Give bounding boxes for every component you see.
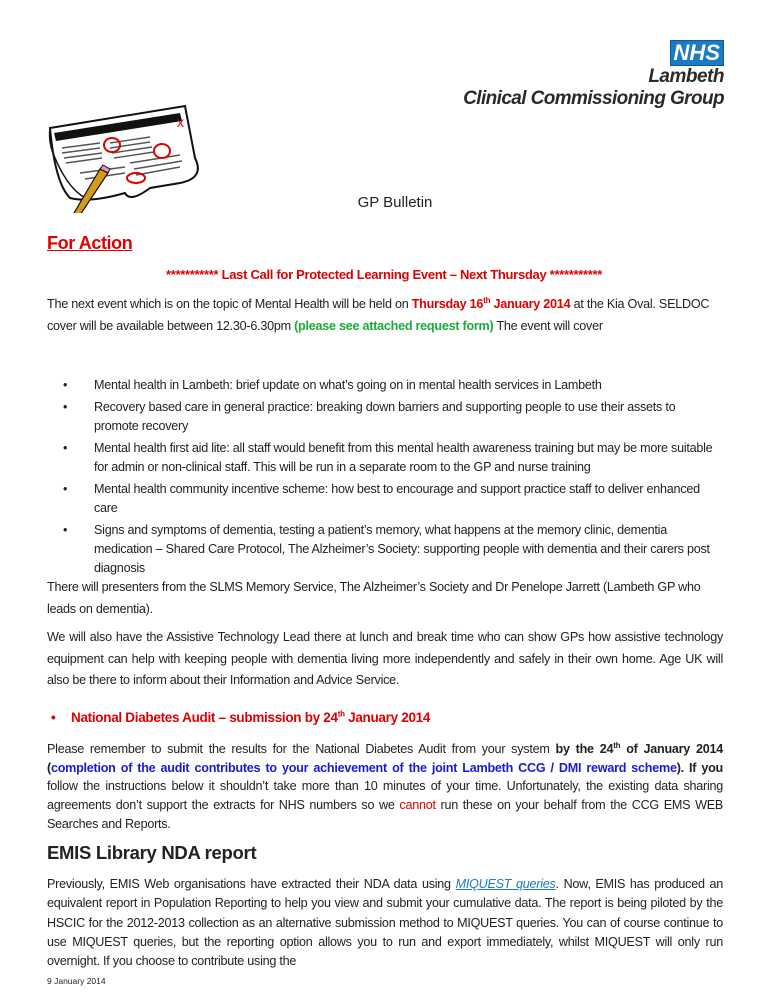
text: January 2014 [344, 710, 431, 725]
section-heading-for-action: For Action [47, 233, 133, 253]
text: ). If you [676, 760, 723, 775]
nhs-lambeth-ccg-logo [463, 40, 724, 110]
miquest-queries-link[interactable]: MIQUEST queries [455, 877, 556, 891]
text: Previously, EMIS Web organisations have extracted their NDA data using [47, 877, 456, 891]
request-form-note: (please see attached request form) [294, 318, 494, 333]
text: of January 2014 [620, 742, 723, 756]
event-intro-paragraph [47, 294, 723, 337]
bullet-icon: • [51, 710, 56, 725]
diabetes-audit-paragraph [47, 740, 723, 834]
text: National Diabetes Audit – submission by 24 [71, 710, 338, 725]
text: th [337, 709, 345, 719]
text: January 2014 [490, 297, 571, 311]
list-item: • Mental health first aid lite: all staff would benefit from this mental health awareness training but may be more suitable for admin or non-clinical staff. This will be run in a separate room to the GP and nurse training [47, 439, 723, 477]
text: th [483, 295, 491, 305]
presenters-paragraph: There will presenters from the SLMS Memory Service, The Alzheimer’s Society and Dr Penelope Jarrett (Lambeth GP who leads on dementia). [47, 580, 701, 616]
text: ( [47, 760, 51, 775]
text: by the 24 [555, 742, 614, 756]
text: Please remember to submit the results for the National Diabetes Audit from your system [47, 742, 556, 756]
assistive-technology-paragraph: We will also have the Assistive Technology Lead there at lunch and break time who can show GPs how assistive technology equipment can help with keeping people with dementia living more independently and safely in their own home. Age UK will also be there to inform about their Information and Advice Service. [47, 630, 723, 687]
text: . Now, EMIS has produced an equivalent report in Population Reporting to help you view and submit your cumulative data. The report is being piloted by the HSCIC for the 2012-2013 collection as an alternative submission method to MIQUEST queries. You can of course continue to use MIQUEST queries, but the reporting option allows you to run and export immediately, whilst MIQUEST will only run overnight. If you choose to contribute using the [47, 877, 724, 969]
reward-scheme-note: completion of the audit contributes to your achievement of the joint Lambeth CCG / DMI reward scheme [50, 760, 677, 775]
event-date [412, 297, 571, 311]
list-item: • Mental health community incentive scheme: how best to encourage and support practice staff to deliver enhanced care [47, 480, 723, 518]
text: at the Kia Oval. SELDOC cover will be available between 12.30-6.30pm [47, 297, 710, 333]
list-item: • Recovery based care in general practice: breaking down barriers and supporting people to use their assets to promote recovery [47, 398, 723, 436]
svg-text:x: x [177, 114, 184, 130]
text: follow the instructions below it shouldn’t take more than 10 minutes of your time. Unfortunately, the existing data sharing agreements don’t support the extracts for NHS numbers so we [47, 779, 723, 813]
event-banner: *********** Last Call for Protected Learning Event – Next Thursday *********** [165, 267, 603, 282]
emis-paragraph [47, 875, 723, 971]
text: The event will cover [493, 318, 603, 333]
logo-ccg: Clinical Commissioning Group [463, 88, 724, 109]
event-topics-list [47, 376, 723, 578]
emis-heading: EMIS Library NDA report [47, 842, 257, 863]
logo-lambeth: Lambeth [648, 66, 724, 87]
bulletin-title: GP Bulletin [357, 194, 433, 211]
footer-date: 9 January 2014 [47, 976, 106, 986]
text: The next event which is on the topic of Mental Health will be held on [47, 297, 412, 311]
text: run these on your behalf from the CCG EMS WEB Searches and Reports. [47, 798, 723, 831]
list-item: • Signs and symptoms of dementia, testing a patient’s memory, what happens at the memory clinic, dementia medication – Shared Care Protocol, The Alzheimer’s Society: supporting people with dementia and their carers post diagnosis [47, 521, 723, 578]
text: Thursday 16 [411, 297, 484, 311]
list-item: • Mental health in Lambeth: brief update on what’s going on in mental health services in Lambeth [47, 376, 723, 395]
text: cannot [399, 798, 436, 813]
text: th [613, 740, 621, 750]
nhs-logo-badge: NHS [670, 40, 724, 66]
diabetes-audit-heading [47, 710, 723, 725]
deadline [556, 742, 724, 756]
